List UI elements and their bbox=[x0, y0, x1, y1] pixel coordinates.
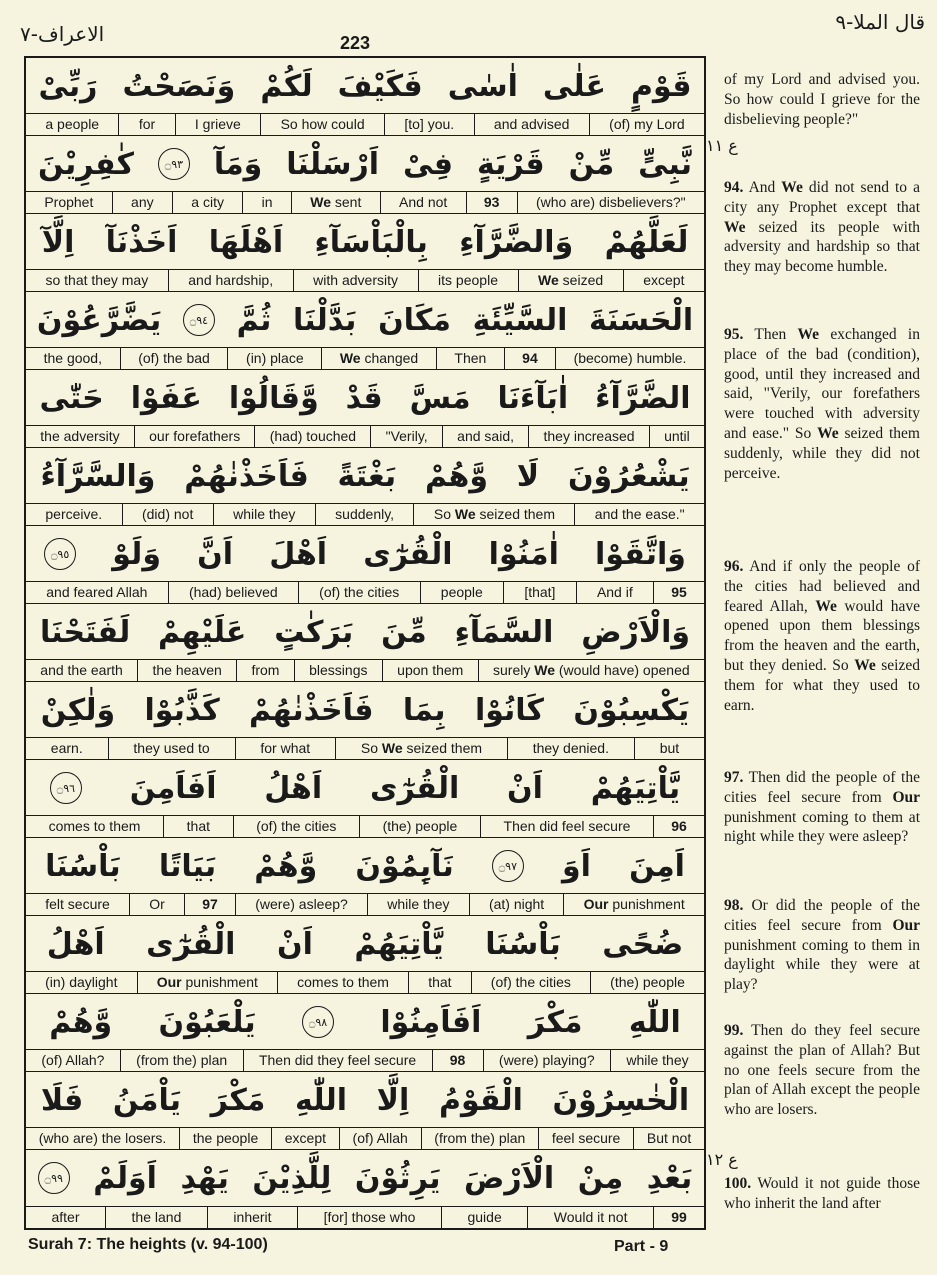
arabic-word: یَرِثُوْنَ bbox=[354, 1160, 441, 1196]
word-meaning-cell: while they bbox=[213, 504, 315, 525]
arabic-word: اِلَّا bbox=[376, 1082, 410, 1118]
arabic-word: الْقُرٰٓی bbox=[146, 926, 236, 962]
arabic-word: السَّیِّئَةِ bbox=[472, 302, 568, 338]
word-meaning-cell: suddenly, bbox=[315, 504, 414, 525]
verse-translation bbox=[724, 1174, 920, 1214]
word-meaning-cell: I grieve bbox=[175, 114, 261, 135]
arabic-word: قَوْمٍ bbox=[631, 68, 692, 104]
verse-row bbox=[26, 760, 704, 838]
arabic-word: الضَّرَّآءُ bbox=[595, 380, 691, 416]
arabic-word: نَّبِیٍّ bbox=[638, 146, 693, 182]
verse-translation bbox=[724, 70, 920, 129]
word-meaning-cell: the land bbox=[105, 1207, 207, 1228]
verse-translation bbox=[724, 178, 920, 277]
verse-translation bbox=[724, 325, 920, 483]
verse-number-cell: 96 bbox=[653, 816, 704, 837]
word-meaning-cell: Would it not bbox=[527, 1207, 653, 1228]
translation-cells bbox=[26, 971, 704, 993]
arabic-word: یَّاْتِیَهُمْ bbox=[590, 770, 681, 806]
word-meaning-cell: felt secure bbox=[45, 896, 110, 912]
arabic-line bbox=[26, 994, 704, 1050]
arabic-word: كَذَّبُوْا bbox=[144, 692, 220, 728]
word-meaning-cell: with adversity bbox=[293, 270, 418, 291]
translation-cells bbox=[26, 815, 704, 837]
word-meaning-cell: so that they may bbox=[45, 272, 149, 288]
word-meaning-cell: (in) daylight bbox=[45, 974, 118, 990]
word-meaning-cell: (in) place bbox=[227, 348, 321, 369]
arabic-word: اٰسٰی bbox=[447, 68, 518, 104]
arabic-word: بَاْسُنَا bbox=[45, 848, 121, 884]
word-meaning-cell: our forefathers bbox=[134, 426, 255, 447]
verse-translation-text: Then do they feel secure against the plan of Allah? But no one feels secure from the plan of Allah except the people who are losers. bbox=[724, 1022, 920, 1119]
word-meaning-cell: for what bbox=[235, 738, 336, 759]
verse-row bbox=[26, 292, 704, 370]
word-meaning-cell: for bbox=[118, 114, 174, 135]
arabic-word: اَرْسَلْنَا bbox=[286, 146, 380, 182]
arabic-word: وَلٰكِنْ bbox=[40, 692, 116, 728]
arabic-word: بَغْتَةً bbox=[337, 458, 397, 494]
word-meaning-cell: Then bbox=[436, 348, 504, 369]
arabic-word: قَدْ bbox=[345, 380, 383, 416]
word-meaning-cell: but bbox=[634, 738, 704, 759]
word-meaning-cell: (of) my Lord bbox=[589, 114, 704, 135]
arabic-word: اَوَ bbox=[562, 848, 591, 884]
arabic-word: وَلَوْ bbox=[112, 536, 161, 572]
verse-translation-text: Would it not guide those who inherit the land after bbox=[724, 1175, 920, 1212]
arabic-word: لَكُمْ bbox=[260, 68, 313, 104]
word-meaning-cell: feel secure bbox=[538, 1128, 633, 1149]
word-meaning-cell: (had) touched bbox=[254, 426, 370, 447]
word-meaning-cell: a people bbox=[45, 116, 100, 132]
verse-translation bbox=[724, 557, 920, 715]
word-meaning-cell: (from the) plan bbox=[120, 1050, 243, 1071]
word-meaning-cell: (were) playing? bbox=[483, 1050, 610, 1071]
word-meaning-cell: and said, bbox=[442, 426, 528, 447]
arabic-word: فَكَیْفَ bbox=[337, 68, 423, 104]
translation-cells bbox=[26, 1049, 704, 1071]
word-meaning-cell: its people bbox=[418, 270, 518, 291]
arabic-word: اَهْلُ bbox=[46, 926, 105, 962]
arabic-word: اللّٰهِ bbox=[295, 1082, 348, 1118]
word-meaning-cell: guide bbox=[441, 1207, 527, 1228]
arabic-word: عَفَوْا bbox=[130, 380, 202, 416]
arabic-word: وَنَصَحْتُ bbox=[122, 68, 236, 104]
arabic-word: الْقَوْمُ bbox=[438, 1082, 523, 1118]
verse-translation bbox=[724, 768, 920, 847]
surah-title: الاعراف-٧ bbox=[20, 22, 105, 46]
word-meaning-cell: comes to them bbox=[277, 972, 408, 993]
arabic-word: اٰبَآءَنَا bbox=[497, 380, 569, 416]
arabic-line bbox=[26, 1072, 704, 1128]
arabic-word: وَّهُمْ bbox=[254, 848, 318, 884]
arabic-word: اَنْ bbox=[507, 770, 543, 806]
translation-cells bbox=[26, 113, 704, 135]
arabic-word: بِمَا bbox=[402, 692, 446, 728]
translation-cells bbox=[26, 737, 704, 759]
word-meaning-cell: the people bbox=[179, 1128, 271, 1149]
word-meaning-cell: Then did feel secure bbox=[480, 816, 653, 837]
juz-title: قال الملا-٩ bbox=[835, 10, 925, 34]
arabic-line bbox=[26, 292, 704, 348]
arabic-word: قَرْیَةٍ bbox=[476, 146, 545, 182]
word-meaning-cell: and the earth bbox=[40, 662, 123, 678]
translation-cells bbox=[26, 425, 704, 447]
word-meaning-cell: and the ease." bbox=[574, 504, 704, 525]
arabic-word: وَّقَالُوْا bbox=[228, 380, 319, 416]
ayah-number-mark: ۝٩٣ bbox=[158, 148, 190, 180]
arabic-word: اَهْلَ bbox=[269, 536, 328, 572]
word-meaning-cell: "Verily, bbox=[370, 426, 442, 447]
arabic-word: اَفَاَمِنَ bbox=[129, 770, 217, 806]
arabic-word: وَالْاَرْضِ bbox=[581, 614, 691, 650]
arabic-word: وَالسَّرَّآءُ bbox=[40, 458, 156, 494]
arabic-word: بَیَاتًا bbox=[158, 848, 217, 884]
word-meaning-cell: that bbox=[163, 816, 233, 837]
arabic-word: ثُمَّ bbox=[236, 302, 272, 338]
word-meaning-cell: (of) the bad bbox=[120, 348, 228, 369]
word-meaning-cell: and feared Allah bbox=[46, 584, 148, 600]
arabic-word: بَرَكٰتٍ bbox=[274, 614, 354, 650]
word-meaning-cell: (from the) plan bbox=[421, 1128, 539, 1149]
arabic-word: بَعْدِ bbox=[646, 1160, 693, 1196]
arabic-line bbox=[26, 370, 704, 426]
word-meaning-cell: So We seized them bbox=[335, 738, 507, 759]
arabic-line bbox=[26, 58, 704, 114]
arabic-line bbox=[26, 760, 704, 816]
word-meaning-cell: (of) Allah bbox=[339, 1128, 421, 1149]
word-meaning-cell: while they bbox=[610, 1050, 704, 1071]
ayah-number-mark: ۝٩٤ bbox=[183, 304, 215, 336]
word-meaning-cell: (were) asleep? bbox=[235, 894, 367, 915]
arabic-word: وَّهُمْ bbox=[49, 1004, 113, 1040]
arabic-word: مَكْرَ bbox=[527, 1004, 583, 1040]
arabic-word: مَكْرَ bbox=[210, 1082, 266, 1118]
ruku-mark: ع ١١ bbox=[706, 136, 738, 155]
arabic-word: مِّنْ bbox=[568, 146, 615, 182]
arabic-line bbox=[26, 214, 704, 270]
arabic-word: الْقُرٰٓی bbox=[369, 770, 460, 806]
arabic-word: یَشْعُرُوْنَ bbox=[567, 458, 690, 494]
arabic-word: رَبِّیْ bbox=[38, 68, 98, 104]
word-meaning-cell: and advised bbox=[474, 114, 589, 135]
verse-row bbox=[26, 448, 704, 526]
page-number: 223 bbox=[340, 33, 371, 53]
word-meaning-cell: earn. bbox=[50, 740, 83, 756]
word-meaning-cell: Our punishment bbox=[563, 894, 704, 915]
verse-row bbox=[26, 1072, 704, 1150]
word-meaning-cell: while they bbox=[367, 894, 469, 915]
word-meaning-cell: We changed bbox=[321, 348, 436, 369]
verse-row bbox=[26, 214, 704, 292]
word-meaning-cell: Prophet bbox=[44, 194, 94, 210]
translation-cells bbox=[26, 503, 704, 525]
verse-row bbox=[26, 838, 704, 916]
word-meaning-cell: [to] you. bbox=[384, 114, 474, 135]
arabic-word: ضُحًی bbox=[602, 926, 684, 962]
arabic-line bbox=[26, 136, 704, 192]
verse-row bbox=[26, 58, 704, 136]
verse-translation-number: 96. bbox=[724, 558, 744, 575]
word-meaning-cell: (of) Allah? bbox=[41, 1052, 105, 1068]
arabic-word: بِالْبَاْسَآءِ bbox=[314, 224, 428, 260]
word-meaning-cell: (the) people bbox=[590, 972, 704, 993]
arabic-line bbox=[26, 448, 704, 504]
arabic-word: اَخَذْنَآ bbox=[105, 224, 178, 260]
arabic-word: وَّهُمْ bbox=[425, 458, 488, 494]
verse-number-cell: 94 bbox=[504, 348, 555, 369]
arabic-word: فَاَخَذْنٰهُمْ bbox=[249, 692, 374, 728]
verse-translation-number: 98. bbox=[724, 897, 744, 914]
arabic-word: الْقُرٰٓی bbox=[363, 536, 453, 572]
verse-translation-text: Then We exchanged in place of the bad (condition), good, until they increased and said, "Verily, our forefathers were touched with adversity and ease." So We seized them suddenly, while they did not perceive. bbox=[724, 326, 920, 482]
word-meaning-cell: they increased bbox=[528, 426, 649, 447]
word-meaning-cell: that bbox=[408, 972, 471, 993]
arabic-word: لَا bbox=[516, 458, 540, 494]
arabic-word: السَّمَآءِ bbox=[454, 614, 554, 650]
arabic-word: اَهْلَهَا bbox=[208, 224, 284, 260]
word-meaning-cell: the adversity bbox=[40, 428, 120, 444]
word-meaning-cell: after bbox=[51, 1209, 80, 1225]
word-meaning-cell: they used to bbox=[108, 738, 235, 759]
verse-translation-number: 95. bbox=[724, 326, 744, 343]
word-meaning-cell: Our punishment bbox=[137, 972, 277, 993]
word-meaning-cell: a city bbox=[172, 192, 242, 213]
arabic-word: مَسَّ bbox=[409, 380, 471, 416]
arabic-word: اِلَّآ bbox=[41, 224, 75, 260]
arabic-line bbox=[26, 838, 704, 894]
arabic-line bbox=[26, 1150, 704, 1206]
verse-translation bbox=[724, 896, 920, 995]
arabic-word: فَاَخَذْنٰهُمْ bbox=[184, 458, 309, 494]
word-meaning-cell: And if bbox=[576, 582, 653, 603]
ayah-number-mark: ۝٩٦ bbox=[50, 772, 82, 804]
word-meaning-cell: [for] those who bbox=[297, 1207, 441, 1228]
word-meaning-cell: Or bbox=[129, 894, 184, 915]
arabic-word: بَاْسُنَا bbox=[485, 926, 561, 962]
word-meaning-cell: (who are) disbelievers?" bbox=[517, 192, 704, 213]
arabic-word: لَعَلَّهُمْ bbox=[604, 224, 689, 260]
arabic-word: اللّٰهِ bbox=[628, 1004, 681, 1040]
word-meaning-cell: perceive. bbox=[45, 506, 103, 522]
translation-cells bbox=[26, 1127, 704, 1149]
arabic-word: یَضَّرَّعُوْنَ bbox=[36, 302, 162, 338]
word-meaning-cell: except bbox=[623, 270, 704, 291]
arabic-word: اَمِنَ bbox=[629, 848, 685, 884]
verse-translation-text: Or did the people of the cities feel secure from Our punishment coming to them in daylight while they were at play? bbox=[724, 897, 920, 994]
word-meaning-cell: [that] bbox=[503, 582, 576, 603]
arabic-word: فِیْ bbox=[403, 146, 453, 182]
arabic-word: فَلَا bbox=[40, 1082, 84, 1118]
word-meaning-cell: the good, bbox=[43, 350, 102, 366]
verse-translation-text: And We did not send to a city any Prophet except that We seized its people with adversity and hardship so that they may become humble. bbox=[724, 179, 920, 276]
word-meaning-cell: (of) the cities bbox=[471, 972, 590, 993]
verse-translation-text: of my Lord and advised you. So how could I grieve for the disbelieving people?" bbox=[724, 71, 920, 128]
word-meaning-cell: any bbox=[112, 192, 172, 213]
verse-row bbox=[26, 994, 704, 1072]
ayah-number-mark: ۝٩٨ bbox=[302, 1006, 334, 1038]
word-meaning-cell: So how could bbox=[260, 114, 384, 135]
arabic-word: اَهْلُ bbox=[264, 770, 323, 806]
arabic-word: یَّاْتِیَهُمْ bbox=[354, 926, 444, 962]
ayah-number-mark: ۝٩٥ bbox=[44, 538, 76, 570]
arabic-word: عَلٰی bbox=[542, 68, 606, 104]
word-by-word-grid bbox=[24, 56, 706, 1230]
arabic-word: الْاَرْضَ bbox=[463, 1160, 555, 1196]
word-meaning-cell: inherit bbox=[207, 1207, 297, 1228]
arabic-word: وَالضَّرَّآءِ bbox=[459, 224, 574, 260]
arabic-word: كٰفِرِیْنَ bbox=[37, 146, 134, 182]
arabic-word: اَنْ bbox=[276, 926, 313, 962]
translation-cells bbox=[26, 893, 704, 915]
arabic-word: یَهْدِ bbox=[180, 1160, 229, 1196]
arabic-line bbox=[26, 682, 704, 738]
word-meaning-cell: (of) the cities bbox=[298, 582, 420, 603]
word-meaning-cell: the heaven bbox=[137, 660, 236, 681]
ruku-mark: ع ١٢ bbox=[706, 1150, 738, 1169]
word-meaning-cell: (at) night bbox=[469, 894, 564, 915]
arabic-word: مَكَانَ bbox=[378, 302, 451, 338]
arabic-word: نَآىِٕمُوْنَ bbox=[355, 848, 454, 884]
part-footer: Part - 9 bbox=[614, 1238, 669, 1255]
verse-row bbox=[26, 916, 704, 994]
arabic-word: اَوَلَمْ bbox=[93, 1160, 157, 1196]
arabic-word: یَلْعَبُوْنَ bbox=[158, 1004, 256, 1040]
arabic-word: بَدَّلْنَا bbox=[293, 302, 357, 338]
word-meaning-cell: upon them bbox=[382, 660, 478, 681]
verse-translation-number: 97. bbox=[724, 769, 744, 786]
verse-translation-number: 94. bbox=[724, 179, 744, 196]
verse-translation-number: 100. bbox=[724, 1175, 752, 1192]
word-meaning-cell: So We seized them bbox=[413, 504, 574, 525]
verse-translation-number: 99. bbox=[724, 1022, 744, 1039]
word-meaning-cell: But not bbox=[633, 1128, 704, 1149]
arabic-word: اٰمَنُوْا bbox=[488, 536, 559, 572]
verse-row bbox=[26, 370, 704, 448]
word-meaning-cell: (who are) the losers. bbox=[38, 1130, 167, 1146]
ayah-number-mark: ۝٩٧ bbox=[492, 850, 524, 882]
verse-row bbox=[26, 526, 704, 604]
verse-row bbox=[26, 682, 704, 760]
word-meaning-cell: We seized bbox=[518, 270, 623, 291]
verse-number-cell: 98 bbox=[432, 1050, 483, 1071]
arabic-word: مِّنَ bbox=[381, 614, 427, 650]
translation-cells bbox=[26, 347, 704, 369]
verse-number-cell: 95 bbox=[653, 582, 704, 603]
word-meaning-cell: people bbox=[420, 582, 504, 603]
arabic-word: یَاْمَنُ bbox=[112, 1082, 182, 1118]
arabic-word: اَفَاَمِنُوْا bbox=[380, 1004, 482, 1040]
arabic-word: وَمَآ bbox=[213, 146, 263, 182]
verse-row bbox=[26, 604, 704, 682]
arabic-word: الْخٰسِرُوْنَ bbox=[552, 1082, 690, 1118]
word-meaning-cell: until bbox=[649, 426, 704, 447]
verse-number-cell: 97 bbox=[184, 894, 235, 915]
word-meaning-cell: And not bbox=[380, 192, 466, 213]
word-meaning-cell: (of) the cities bbox=[233, 816, 359, 837]
verse-number-cell: 93 bbox=[466, 192, 517, 213]
word-meaning-cell: (the) people bbox=[359, 816, 480, 837]
word-meaning-cell: except bbox=[271, 1128, 339, 1149]
arabic-word: اَنَّ bbox=[197, 536, 234, 572]
arabic-word: عَلَیْهِمْ bbox=[158, 614, 247, 650]
translation-cells bbox=[26, 1206, 704, 1228]
word-meaning-cell: they denied. bbox=[507, 738, 634, 759]
arabic-word: كَانُوْا bbox=[474, 692, 545, 728]
verse-number-cell: 99 bbox=[653, 1207, 704, 1228]
verse-translation-text: And if only the people of the cities had believed and feared Allah, We would have opened upon them blessings from the heaven and the earth, but they denied. So We seized them for what they used to earn. bbox=[724, 558, 920, 714]
translation-cells bbox=[26, 191, 704, 213]
arabic-word: لِلَّذِیْنَ bbox=[252, 1160, 332, 1196]
word-meaning-cell: in bbox=[242, 192, 291, 213]
word-meaning-cell: (become) humble. bbox=[555, 348, 704, 369]
verse-translation bbox=[724, 1021, 920, 1120]
word-meaning-cell: (had) believed bbox=[168, 582, 298, 603]
ayah-number-mark: ۝٩٩ bbox=[38, 1162, 70, 1194]
word-meaning-cell: from bbox=[236, 660, 294, 681]
arabic-word: یَكْسِبُوْنَ bbox=[573, 692, 690, 728]
arabic-line bbox=[26, 604, 704, 660]
arabic-word: وَاتَّقَوْا bbox=[595, 536, 686, 572]
translation-cells bbox=[26, 269, 704, 291]
word-meaning-cell: and hardship, bbox=[168, 270, 293, 291]
word-meaning-cell: comes to them bbox=[48, 818, 141, 834]
arabic-word: لَفَتَحْنَا bbox=[39, 614, 131, 650]
word-meaning-cell: We sent bbox=[291, 192, 380, 213]
surah-footer: Surah 7: The heights (v. 94-100) bbox=[28, 1236, 268, 1253]
verse-row bbox=[26, 136, 704, 214]
arabic-word: الْحَسَنَةَ bbox=[589, 302, 694, 338]
verse-translation-text: Then did the people of the cities feel secure from Our punishment coming to them at night while they were asleep? bbox=[724, 769, 920, 846]
arabic-line bbox=[26, 916, 704, 972]
word-meaning-cell: (did) not bbox=[122, 504, 213, 525]
translation-cells bbox=[26, 659, 704, 681]
word-meaning-cell: Then did they feel secure bbox=[243, 1050, 432, 1071]
translation-cells bbox=[26, 581, 704, 603]
word-meaning-cell: blessings bbox=[294, 660, 382, 681]
verse-row bbox=[26, 1150, 704, 1228]
arabic-word: حَتّٰی bbox=[39, 380, 104, 416]
word-meaning-cell: surely We (would have) opened bbox=[478, 660, 704, 681]
arabic-line bbox=[26, 526, 704, 582]
arabic-word: مِنْ bbox=[577, 1160, 624, 1196]
